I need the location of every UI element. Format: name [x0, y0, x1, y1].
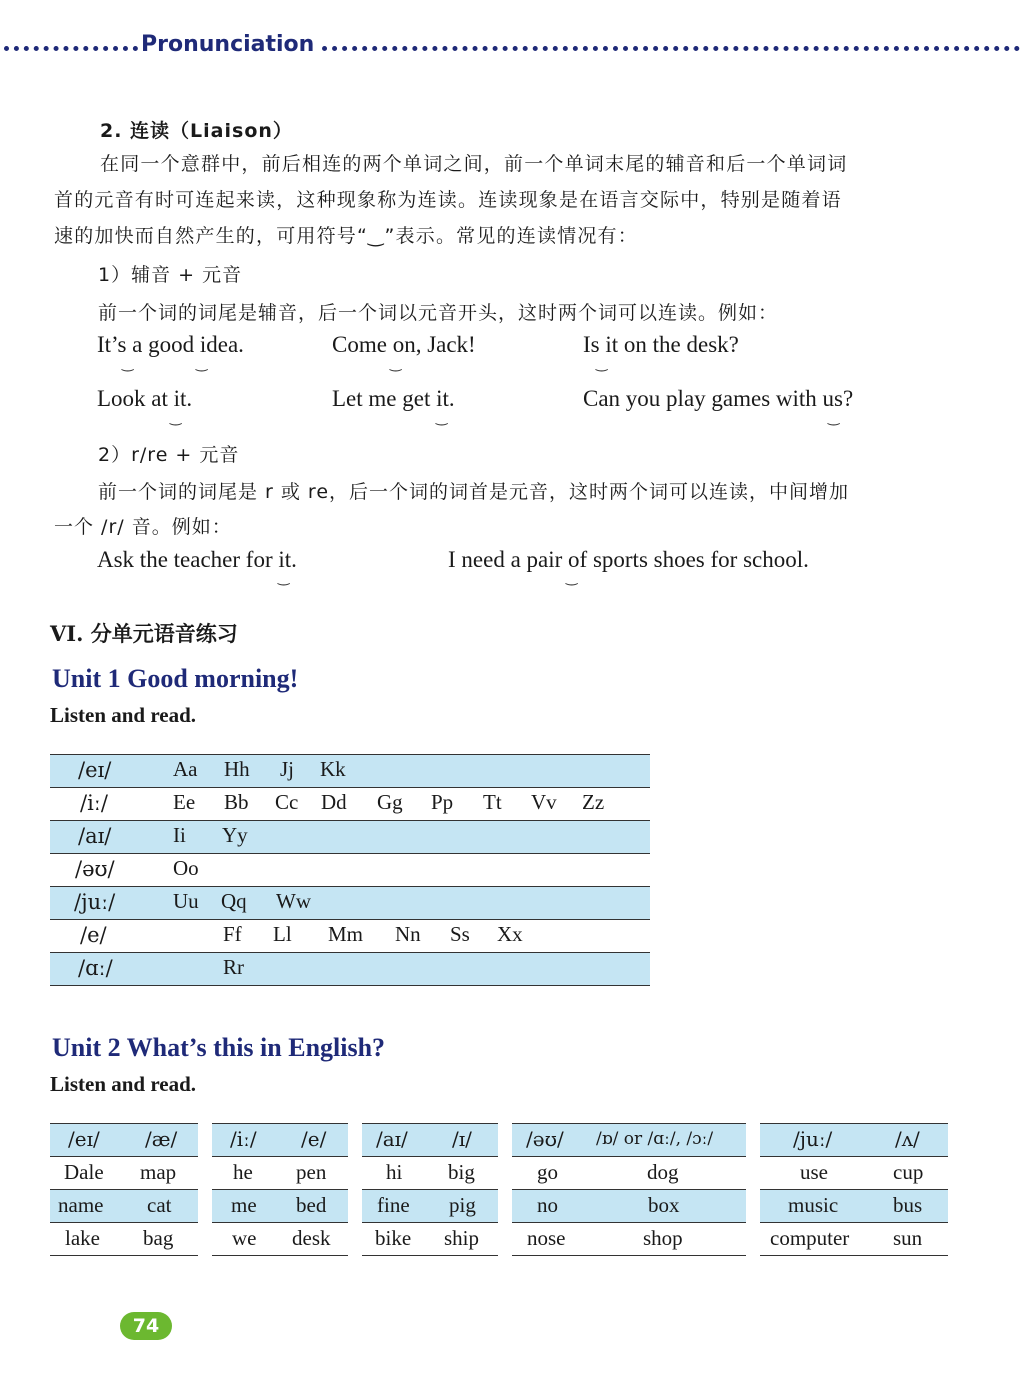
liaison-mark-icon: ‿ [566, 570, 578, 586]
example-let-me-get-it: Let me get it. [332, 386, 455, 411]
header-dots-left [4, 46, 138, 51]
table-rule [212, 1156, 348, 1157]
table-rule [50, 1189, 198, 1190]
word-cell: shop [643, 1226, 683, 1250]
case1-description: 前一个词的词尾是辅音，后一个词以元音开头，这时两个词可以连读。例如： [98, 302, 779, 324]
letter-cell: Vv [531, 790, 557, 814]
case2-heading: 2）r/re + 元音 [98, 444, 240, 466]
example-is-it-on-the-desk: Is it on the desk? [583, 332, 739, 357]
liaison-mark-icon: ‿ [828, 410, 840, 426]
liaison-mark-icon: ‿ [596, 356, 608, 372]
word-cell: go [537, 1160, 558, 1184]
table-rule [512, 1222, 746, 1223]
table-rule [362, 1156, 498, 1157]
letter-cell: Yy [222, 823, 248, 847]
phoneme-cell: /ɑː/ [78, 956, 113, 980]
letter-cell: Xx [497, 922, 523, 946]
phoneme-cell: /eɪ/ [78, 758, 112, 782]
case2-description-1: 前一个词的词尾是 r 或 re，后一个词的词首是元音，这时两个词可以连读，中间增加 [98, 481, 850, 503]
liaison-mark-icon: ‿ [170, 410, 182, 426]
letter-cell: Cc [275, 790, 299, 814]
phoneme-header: /əʊ/ [526, 1127, 564, 1151]
table-rule [50, 853, 650, 854]
table-rule [362, 1189, 498, 1190]
intro-line-2: 首的元音有时可连起来读，这种现象称为连读。连读现象是在语言交际中，特别是随着语 [54, 189, 842, 211]
word-cell: pen [296, 1160, 327, 1184]
table-rule [212, 1123, 348, 1124]
word-cell: cup [893, 1160, 924, 1184]
letter-cell: Oo [173, 856, 199, 880]
case1-heading: 1）辅音 + 元音 [98, 264, 243, 286]
table-rule [50, 1156, 198, 1157]
liaison-mark-icon: ‿ [122, 356, 134, 372]
letter-cell: Hh [224, 757, 250, 781]
word-cell: hi [386, 1160, 403, 1184]
letter-cell: Dd [321, 790, 347, 814]
word-cell: name [58, 1193, 104, 1217]
letter-cell: Ss [450, 922, 470, 946]
word-cell: we [232, 1226, 257, 1250]
word-cell: ship [444, 1226, 480, 1250]
table-rule [362, 1123, 498, 1124]
word-cell: computer [770, 1226, 850, 1250]
table-rule [512, 1123, 746, 1124]
table-rule [50, 787, 650, 788]
table-row [50, 788, 650, 820]
word-cell: dog [647, 1160, 679, 1184]
table-row [50, 821, 650, 853]
letter-cell: Jj [280, 757, 295, 781]
table-row [50, 854, 650, 886]
phoneme-cell: /iː/ [80, 791, 108, 815]
letter-cell: Tt [483, 790, 502, 814]
example-look-at-it: Look at it. [97, 386, 193, 411]
liaison-mark-icon: ‿ [196, 356, 208, 372]
word-cell: pig [449, 1193, 476, 1217]
word-cell: map [140, 1160, 177, 1184]
table-rule [512, 1255, 746, 1256]
letter-cell: Ll [273, 922, 292, 946]
intro-line-3: 速的加快而自然产生的，可用符号“‿”表示。常见的连读情况有： [54, 225, 638, 247]
word-cell: nose [527, 1226, 566, 1250]
section-vi-heading: VI. 分单元语音练习 [50, 621, 238, 646]
word-cell: big [448, 1160, 475, 1184]
table-rule [50, 952, 650, 953]
table-rule [362, 1222, 498, 1223]
table-rule [760, 1222, 948, 1223]
word-cell: sun [893, 1226, 923, 1250]
letter-cell: Bb [224, 790, 249, 814]
table-rule [50, 754, 650, 755]
example-can-you-play-games: Can you play games with us? [583, 386, 854, 411]
intro-line-1: 在同一个意群中，前后相连的两个单词之间，前一个单词末尾的辅音和后一个单词词 [100, 153, 848, 175]
liaison-mark-icon: ‿ [436, 410, 448, 426]
word-cell: lake [65, 1226, 100, 1250]
letter-cell: Ff [223, 922, 242, 946]
table-rule [50, 820, 650, 821]
table-rule [212, 1189, 348, 1190]
phoneme-header: /aɪ/ [376, 1127, 408, 1151]
word-cell: desk [292, 1226, 331, 1250]
phoneme-header: /e/ [301, 1127, 327, 1151]
table-rule [212, 1255, 348, 1256]
letter-cell: Uu [173, 889, 199, 913]
table-rule [50, 1123, 198, 1124]
letter-cell: Zz [582, 790, 605, 814]
table-row [50, 887, 650, 919]
word-cell: Dale [64, 1160, 104, 1184]
word-cell: bus [893, 1193, 923, 1217]
unit1-instruction: Listen and read. [50, 703, 197, 727]
table-rule [760, 1123, 948, 1124]
unit2-title: Unit 2 What’s this in English? [52, 1033, 386, 1062]
table-rule [362, 1255, 498, 1256]
phoneme-header: /eɪ/ [68, 1127, 100, 1151]
word-cell: bed [296, 1193, 327, 1217]
phoneme-header: /æ/ [145, 1127, 178, 1151]
liaison-heading: 2. 连读（Liaison） [100, 120, 293, 142]
example-its-a-good-idea: It’s a good idea. [97, 332, 244, 357]
word-cell: he [233, 1160, 253, 1184]
phoneme-cell: /aɪ/ [78, 824, 112, 848]
letter-cell: Gg [377, 790, 403, 814]
phoneme-header: /ɒ/ or /ɑː/, /ɔː/ [596, 1129, 714, 1149]
phoneme-cell: /e/ [80, 923, 107, 947]
table-rule [50, 886, 650, 887]
example-ask-the-teacher: Ask the teacher for it. [97, 547, 297, 572]
header-dots-right [312, 46, 1020, 51]
word-cell: bike [375, 1226, 412, 1250]
phoneme-header: /ʌ/ [895, 1127, 920, 1151]
phoneme-cell: /juː/ [74, 890, 116, 914]
word-cell: no [537, 1193, 558, 1217]
letter-cell: Pp [431, 790, 454, 814]
liaison-mark-icon: ‿ [390, 356, 402, 372]
liaison-intro-cont [54, 182, 842, 254]
liaison-intro [100, 146, 847, 182]
phoneme-cell: /əʊ/ [75, 857, 115, 881]
word-cell: box [648, 1193, 680, 1217]
letter-cell: Ii [173, 823, 186, 847]
liaison-mark-icon: ‿ [278, 570, 290, 586]
letter-cell: Ww [276, 889, 311, 913]
table-rule [50, 1222, 198, 1223]
table-rule [760, 1189, 948, 1190]
table-rule [50, 1255, 198, 1256]
word-cell: music [788, 1193, 839, 1217]
table-rule [50, 919, 650, 920]
case2-description-2: 一个 /r/ 音。例如： [54, 516, 232, 538]
table-rule [212, 1222, 348, 1223]
table-row [50, 755, 650, 787]
table-row [50, 953, 650, 985]
letter-cell: Kk [320, 757, 346, 781]
letter-cell: Nn [395, 922, 421, 946]
letter-cell: Rr [223, 955, 244, 979]
table-rule [760, 1156, 948, 1157]
page-number-badge: 74 [120, 1312, 172, 1340]
table-rule [50, 985, 650, 986]
word-cell: fine [377, 1193, 410, 1217]
letter-cell: Aa [173, 757, 198, 781]
phoneme-header: /ɪ/ [452, 1127, 472, 1151]
example-pair-of-sports-shoes: I need a pair of sports shoes for school. [448, 547, 809, 572]
phoneme-header: /juː/ [793, 1127, 833, 1151]
letter-cell: Qq [221, 889, 247, 913]
letter-cell: Mm [328, 922, 364, 946]
unit2-instruction: Listen and read. [50, 1072, 197, 1096]
example-come-on-jack: Come on, Jack! [332, 332, 476, 357]
table-rule [512, 1156, 746, 1157]
word-cell: cat [147, 1193, 172, 1217]
unit1-title: Unit 1 Good morning! [52, 664, 299, 693]
letter-cell: Ee [173, 790, 196, 814]
table-rule [512, 1189, 746, 1190]
word-cell: bag [143, 1226, 174, 1250]
word-cell: use [800, 1160, 828, 1184]
section-title: Pronunciation [138, 32, 317, 57]
phoneme-header: /iː/ [230, 1127, 257, 1151]
word-cell: me [231, 1193, 257, 1217]
table-rule [760, 1255, 948, 1256]
